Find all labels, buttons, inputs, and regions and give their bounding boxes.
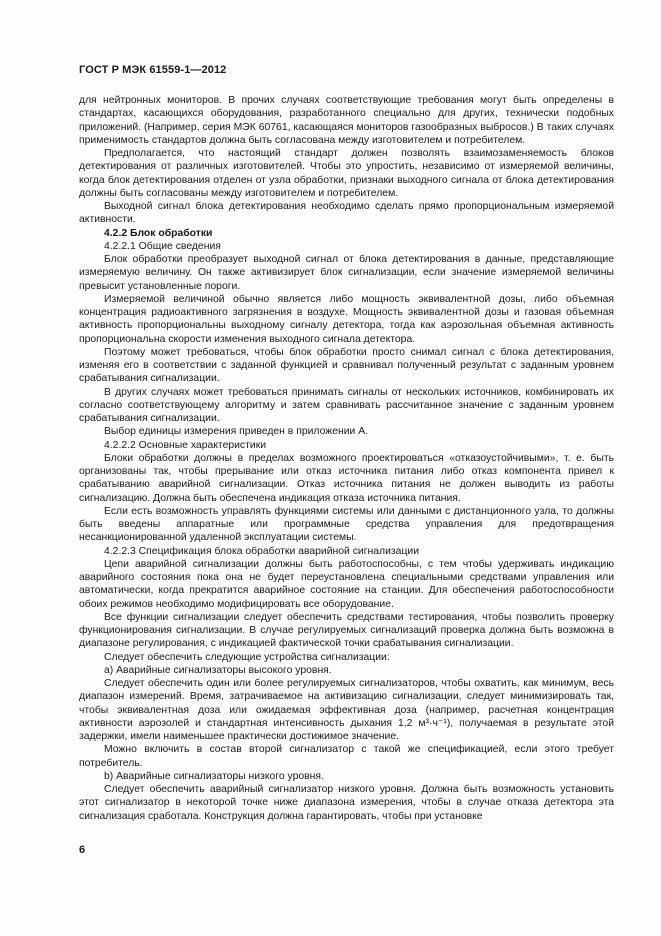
paragraph: Поэтому может требоваться, чтобы блок обработки просто снимал сигнал с блока детектирования, изменяя его в соответствии с заданной функцией и сравнивал полученный результат с заданным уровнем срабатывания сигнализации. (79, 346, 614, 385)
paragraph: Цепи аварийной сигнализации должны быть работоспособны, с тем чтобы удерживать индикацию аварийного состояния пока она не будет переустановлена специальными средствами управления или автоматически, когда прекратится аварийное состояние на станции. Для обеспечения работоспособности обоих режимов необходимо модифицировать все оборудование. (79, 558, 614, 610)
paragraph: 4.2.2.1 Общие сведения (104, 240, 221, 252)
paragraph: 4.2.2.2 Основные характеристики (104, 439, 267, 451)
paragraph: Если есть возможность управлять функциями системы или данными с дистанционного узла, то должны быть введены аппаратные или программные средства управления для предотвращения несанкционированной удаленной эксплуатации системы. (79, 505, 614, 544)
standard-header: ГОСТ Р МЭК 61559-1—2012 (79, 64, 227, 76)
paragraph: В других случаях может требоваться принимать сигналы от нескольких источников, комбинировать их согласно соответствующему алгоритму и затем сравнивать рассчитанное значение с заданным уровнем срабатывания сигнализации. (79, 386, 614, 424)
paragraph: для нейтронных мониторов. В прочих случаях соответствующие требования могут быть определены в стандартах, касающихся оборудования, разработанного специально для других, технически подобных приложений. (Например, серия МЭК 60761, касающаяся мониторов газообразных выбросов.) В таких случаях применимость стандартов должна быть согласована между изготовителем и потребителем. (79, 95, 614, 146)
paragraph: Следует обеспечить один или более регулируемых сигнализаторов, чтобы охватить, как минимум, весь диапазон измерений. Время, затрачиваемое на активизацию сигнализации, следует минимизировать так, чтобы эквивалентная доза или ожидаемая эффективная доза (например, расчетная концентрация активности аэрозолей и стандартная интенсивность дыхания 1,2 м³·ч⁻¹), получаемая в результате этой задержки, имели наименьшее практически достижимое значение. (79, 678, 614, 742)
paragraph: Все функции сигнализации следует обеспечить средствами тестирования, чтобы позволить проверку функционирования сигнализации. В случае регулируемых сигнализаций проверка должна быть возможна в диапазоне регулирования, с индикацией фактической точки срабатывания сигнализации. (79, 611, 614, 650)
paragraph: Можно включить в состав второй сигнализатор с такой же спецификацией, если этого требует потребитель. (79, 744, 614, 769)
paragraph: а) Аварийные сигнализаторы высокого уровня. (104, 664, 332, 676)
paragraph: b) Аварийные сигнализаторы низкого уровня. (104, 770, 324, 782)
paragraph: Блоки обработки должны в пределах возможного проектироваться «отказоустойчивыми», т. е. быть организованы так, чтобы прерывание или отказ источника питания либо отказ компонента привел к срабатыванию аварийной сигнализации. Отказ источника питания не должен выводить из работы сигнализацию. Должна быть обеспечена индикация отказа источника питания. (79, 452, 614, 504)
paragraph: Выбор единицы измерения приведен в приложении А. (104, 426, 369, 438)
paragraph: 4.2.2.3 Спецификация блока обработки аварийной сигнализации (104, 545, 420, 557)
paragraph: Следует обеспечить следующие устройства сигнализации: (104, 651, 390, 663)
document-body (79, 94, 614, 823)
paragraph: Выходной сигнал блока детектирования необходимо сделать прямо пропорциональным измеряемой активности. (79, 201, 614, 226)
section-heading: 4.2.2 Блок обработки (104, 227, 213, 239)
paragraph: Измеряемой величиной обычно является либо мощность эквивалентной дозы, либо объемная концентрация радиоактивного загрязнения в воздухе. Мощность эквивалентной дозы и газовая объемная активность пропорциональны выходному сигналу детектора, тогда как аэрозольная объемная активность пропорциональна скорости изменения выходного сигнала детектора. (79, 293, 614, 345)
paragraph: Предполагается, что настоящий стандарт должен позволять взаимозаменяемость блоков детектирования от различных изготовителей. Чтобы это упростить, независимо от измеряемой величины, когда блок детектирования отделен от узла обработки, признаки выходного сигнала от блока детектирования должны быть согласованы между изготовителем и потребителем. (79, 148, 614, 199)
page-number: 6 (79, 844, 86, 856)
paragraph: Следует обеспечить аварийный сигнализатор низкого уровня. Должна быть возможность установить этот сигнализатор в некоторой точке ниже диапазона измерения, чтобы в случае отказа детектора эта сигнализация сработала. Конструкция должна гарантировать, чтобы при установке (79, 784, 614, 822)
paragraph: Блок обработки преобразует выходной сигнал от блока детектирования в данные, представляющие измеряемую величину. Он также активизирует блок сигнализации, если значение измеряемой величины превысит установленные пороги. (79, 254, 614, 292)
